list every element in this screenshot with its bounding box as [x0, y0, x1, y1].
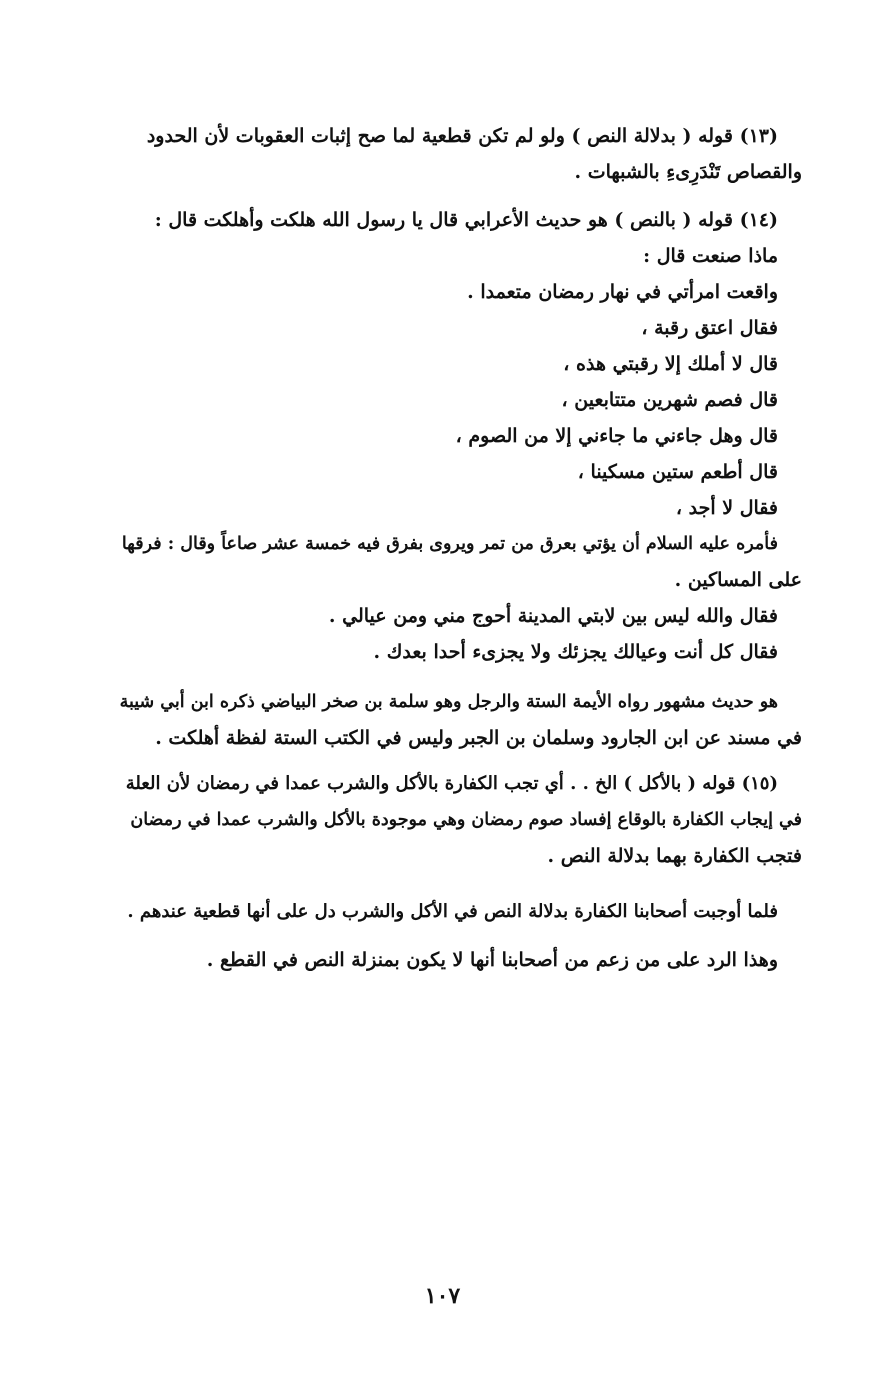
- note-13-line-2: والقصاص تَنْدَرِىءِ بالشبهات .: [574, 161, 802, 183]
- note-14-line-8: قال أطعم ستين مسكينا ،: [577, 461, 778, 483]
- note-15-line-3: فتجب الكفارة بهما بدلالة النص .: [547, 845, 802, 867]
- note-13: [112, 118, 802, 190]
- note-14-line-7: قال وهل جاءني ما جاءني إلا من الصوم ،: [455, 425, 778, 447]
- note-14-line-2: ماذا صنعت قال :: [643, 245, 778, 267]
- note-15: [112, 766, 802, 874]
- note-13-line-1: (١٣) قوله ( بدلالة النص ) ولو لم تكن قطعية لما صح إثبات العقوبات لأن الحدود: [146, 125, 778, 147]
- note-14-line-1: (١٤) قوله ( بالنص ) هو حديث الأعرابي قال يا رسول الله هلكت وأهلكت قال :: [154, 209, 778, 231]
- note-14-line-4: فقال اعتق رقبة ،: [641, 317, 778, 339]
- conclusion: [112, 888, 802, 984]
- note-14-line-5: قال لا أملك إلا رقبتي هذه ،: [563, 353, 778, 375]
- note-14-line-10: فأمره عليه السلام أن يؤتي بعرق من تمر ويروى بفرق فيه خمسة عشر صاعاً وقال : فرقها: [121, 534, 778, 554]
- page-number: ١٠٧: [424, 1283, 461, 1309]
- hadith-note-line-1: هو حديث مشهور رواه الأيمة الستة والرجل وهو سلمة بن صخر البياضي ذكره ابن أبي شيبة: [119, 692, 778, 712]
- note-15-line-1: (١٥) قوله ( بالأكل ) الخ . . أي تجب الكفارة بالأكل والشرب عمدا في رمضان لأن العلة: [125, 773, 778, 794]
- note-14-line-13: فقال كل أنت وعيالك يجزئك ولا يجزىء أحدا بعدك .: [373, 641, 778, 663]
- conclusion-line-2: وهذا الرد على من زعم من أصحابنا أنها لا يكون بمنزلة النص في القطع .: [206, 949, 778, 971]
- note-14-line-3: واقعت امرأتي في نهار رمضان متعمدا .: [467, 281, 778, 303]
- note-14: [112, 202, 802, 670]
- hadith-note-line-2: في مسند عن ابن الجارود وسلمان بن الجبر وليس في الكتب الستة لفظة أهلكت .: [155, 727, 802, 749]
- note-14-line-11: على المساكين .: [674, 569, 802, 591]
- hadith-note: [112, 684, 802, 756]
- note-14-line-12: فقال والله ليس بين لابتي المدينة أحوج مني ومن عيالي .: [328, 605, 778, 627]
- note-14-line-6: قال فصم شهرين متتابعين ،: [561, 389, 778, 411]
- note-15-line-2: في إيجاب الكفارة بالوقاع إفساد صوم رمضان وهي موجودة بالأكل والشرب عمدا في رمضان: [130, 810, 802, 830]
- note-14-line-9: فقال لا أجد ،: [675, 497, 778, 519]
- conclusion-line-1: فلما أوجبت أصحابنا الكفارة بدلالة النص في الأكل والشرب دل على أنها قطعية عندهم .: [127, 901, 778, 922]
